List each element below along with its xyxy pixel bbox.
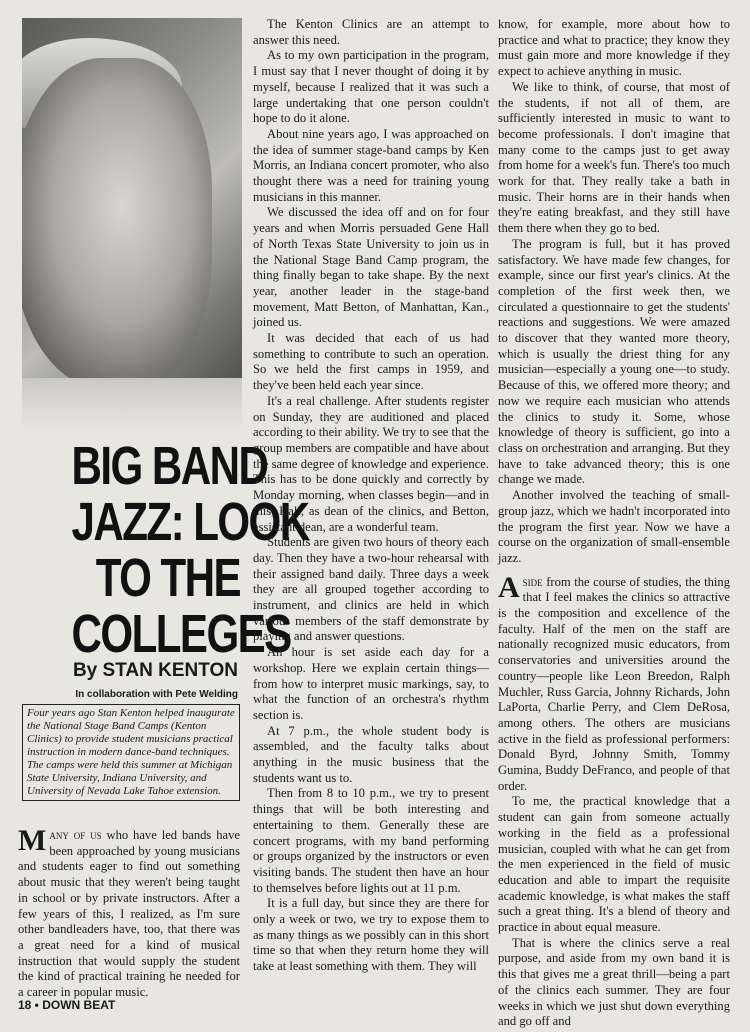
paragraph: An hour is set aside each day for a workshop. Here we explain certain things—from how to interpret music markings, say, to what the function of an orchestra's rhythm section is. — [253, 645, 489, 722]
paragraph: That is where the clinics serve a real purpose, and aside from my own band it is this that gives me a great thrill—being a part of the clinics each summer. They are four weeks in which we just shut down everything and go off and — [498, 935, 730, 1029]
col1-paragraph — [18, 824, 240, 1001]
paragraph: The Kenton Clinics are an attempt to answer this need. — [253, 17, 489, 47]
dropcap-lead: side — [522, 574, 543, 589]
paragraph: It's a real challenge. After students register on Sunday, they are auditioned and placed according to their ability. We try to see that the group members are compatible and have about the same degree of knowledge and experience. This has to be done quickly and correctly by Monday morning, when classes begin—and in this, Hall, as dean of the clinics, and Betton, assistant dean, are a wonderful team. — [253, 393, 489, 534]
paragraph: We discussed the idea off and on for four years and when Morris persuaded Gene Hall of North Texas State University to join us in the National Stage Band Camp program, the thing finally began to take shape. By the next year, another leader in the stage-band movement, Matt Betton, of Manhattan, Kan., joined us. — [253, 205, 489, 330]
paragraph: Another involved the teaching of small-group jazz, which we hadn't incorporated into the program the first year. Now we have a course on the organization of small-ensemble jazz. — [498, 488, 730, 565]
portrait-collar — [22, 378, 242, 433]
paragraph: We like to think, of course, that most of the students, if not all of them, are sufficiently interested in music to want to become professionals. I don't imagine that many come to the camps just to get away from home for a week's fun. There's too much work for that. They really take a bath in music. Their horns are in their hands when they're eating breakfast, and they still have them there when they go to bed. — [498, 79, 730, 236]
dropcap: A — [498, 570, 520, 604]
aside-text: from the course of studies, the thing that I feel makes the clinics so attractive is the composition and excellence of the faculty. Half of the men on the staff are nationally recognized music educators, from conservatories and universities around the country—people like Leon Breedon, Ralph Muchler, Russ Garcia, Johnny Richards, John LaPorta, Charlie Perry, and Clem DeRosa, among others. The others are musicians active in the field as professional performers: Donald Byrd, Johnny Smith, Tommy Gumina, Buddy DeFranco, and people of that order. — [498, 574, 730, 793]
intro-box: Four years ago Stan Kenton helped inaugurate the National Stage Band Camps (Kenton Clinics) to provide student musicians practical instruction in modern dance-band techniques. The camps were held this summer at Michigan State University, Indiana University, and University of Nevada Lake Tahoe extension. — [22, 704, 240, 801]
headline-line: TO THE — [95, 548, 240, 608]
paragraph: At 7 p.m., the whole student body is assembled, and the faculty talks about anything in the music business that the students want us to. — [253, 723, 489, 785]
headline-line: BIG BAND — [71, 436, 268, 496]
paragraph: It was decided that each of us had something to contribute to such an operation. So we held the first camps in 1959, and they've been held each year since. — [253, 331, 489, 393]
paragraph: Then from 8 to 10 p.m., we try to present things that will be both interesting and entertaining to them. Generally these are concert programs, with my band performing or groups organized by the instructors or even visiting bands. The student then have an hour to themselves before lights out at 11 p.m. — [253, 786, 489, 895]
dropcap-lead: any of us — [49, 828, 102, 842]
col1-text: who have led bands have been approached by young musicians and students eager to find out something about music that they weren't being taught in school or by private instructors. After a few years of this, I realized, as I'm sure other bandleaders have, too, that there was a great need for a kind of musical instruction that would supply the student the kind of practical training he needed for a career in popular music. — [18, 828, 240, 1000]
paragraph: It is a full day, but since they are there for only a week or two, we try to expose them to as many things as we possibly can in this short time so that when they return home they will take at least something with them. They will — [253, 896, 489, 974]
headline — [71, 436, 309, 664]
paragraph: know, for example, more about how to practice and what to practice; they know they must gain more and more knowledge if they expect to achieve anything in music. — [498, 17, 730, 79]
page-footer: 18 • DOWN BEAT — [18, 998, 116, 1012]
portrait-face — [22, 58, 212, 388]
paragraph: To me, the practical knowledge that a student can gain from someone actually working in the field as a professional musician, coupled with what he can get from the men experienced in the field of music education and able to impart the requisite academic knowledge, is what makes the staff such a great thing. It's a blend of theory and practice in about equal measure. — [498, 794, 730, 935]
paragraph: As to my own participation in the program, I must say that I never thought of doing it by myself, because I realized that it was such a large undertaking that one person couldn't hope to do it alone. — [253, 48, 489, 126]
column-1 — [18, 824, 240, 1001]
headline-line: COLLEGES — [71, 604, 291, 664]
dropcap: M — [18, 824, 47, 857]
headline-line: JAZZ: LOOK — [71, 492, 309, 552]
portrait-photo — [22, 18, 242, 433]
byline: By STAN KENTON — [72, 660, 238, 681]
aside-paragraph — [498, 570, 730, 795]
paragraph: About nine years ago, I was approached on the idea of summer stage-band camps by Ken Morris, an Indiana concert promoter, who also thought there was a need for training young musicians in this manner. — [253, 126, 489, 204]
column-3 — [498, 17, 730, 1030]
collaboration-credit: In collaboration with Pete Welding — [75, 689, 238, 700]
paragraph: The program is full, but it has proved satisfactory. We have made few changes, for example, since our first year's clinics. At the completion of the first week then, we circulated a questionnaire to get the students' reactions and suggestions. We were amazed to discover that they wanted more theory, which is usually the driest thing for any musician—especially a young one—to study. Because of this, we offered more theory; and now we require each musician who attends the clinics to study it. Some, whose knowledge of theory is sufficient, go into a class on orchestration and arranging. But they have to take advanced theory; this is one change we made. — [498, 236, 730, 487]
column-2 — [253, 17, 489, 975]
paragraph: Students are given two hours of theory each day. Then they have a two-hour rehearsal with their assigned band daily. Three days a week they are all grouped together according to instrument, and clinics are held in which various members of the staff demonstrate by playing and answer questions. — [253, 535, 489, 644]
